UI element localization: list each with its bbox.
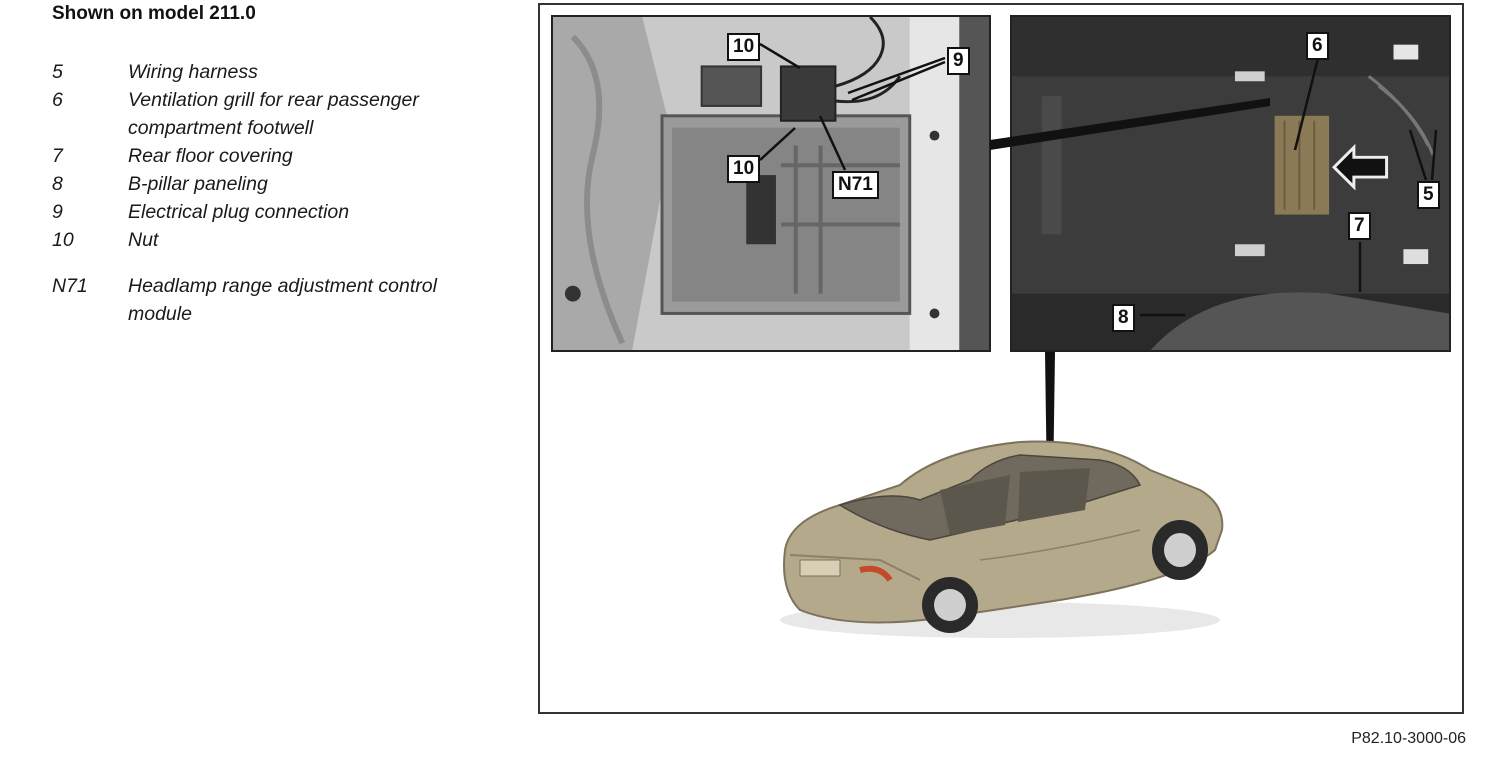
- callout-8: 8: [1112, 304, 1135, 332]
- legend-text: Electrical plug connection: [128, 201, 350, 223]
- legend-item: [52, 198, 502, 226]
- legend-text: B-pillar paneling: [128, 173, 268, 195]
- callout-10-top: 10: [727, 33, 760, 61]
- legend-text: Headlamp range adjustment control module: [128, 275, 437, 325]
- legend-item: [52, 58, 502, 86]
- legend-item: [52, 86, 502, 142]
- legend-number: 7: [52, 145, 63, 167]
- legend-item: [52, 142, 502, 170]
- figure-id: P82.10-3000-06: [1351, 730, 1466, 747]
- legend-number: 5: [52, 61, 63, 83]
- legend-text: Nut: [128, 229, 159, 251]
- car-illustration: [760, 430, 1240, 650]
- legend-item: [52, 272, 502, 328]
- callout-7: 7: [1348, 212, 1371, 240]
- legend-text: Rear floor covering: [128, 145, 293, 167]
- callout-5: 5: [1417, 181, 1440, 209]
- legend-text: Ventilation grill for rear passenger compartment footwell: [128, 89, 419, 139]
- control-module-illustration: [553, 17, 989, 350]
- page-title: Shown on model 211.0: [52, 3, 256, 24]
- legend-list: [52, 58, 502, 328]
- legend-number: 6: [52, 89, 63, 111]
- legend-item: [52, 226, 502, 254]
- callout-10-bottom: 10: [727, 155, 760, 183]
- photo-rear-floor: [1010, 15, 1451, 352]
- callout-6: 6: [1306, 32, 1329, 60]
- legend-item: [52, 170, 502, 198]
- legend-number: N71: [52, 275, 88, 297]
- legend-number: 8: [52, 173, 63, 195]
- rear-floor-illustration: [1012, 17, 1449, 350]
- callout-9: 9: [947, 47, 970, 75]
- callout-n71: N71: [832, 171, 879, 199]
- legend-number: 10: [52, 229, 74, 251]
- legend-number: 9: [52, 201, 63, 223]
- legend-text: Wiring harness: [128, 61, 258, 83]
- photo-control-module: [551, 15, 991, 352]
